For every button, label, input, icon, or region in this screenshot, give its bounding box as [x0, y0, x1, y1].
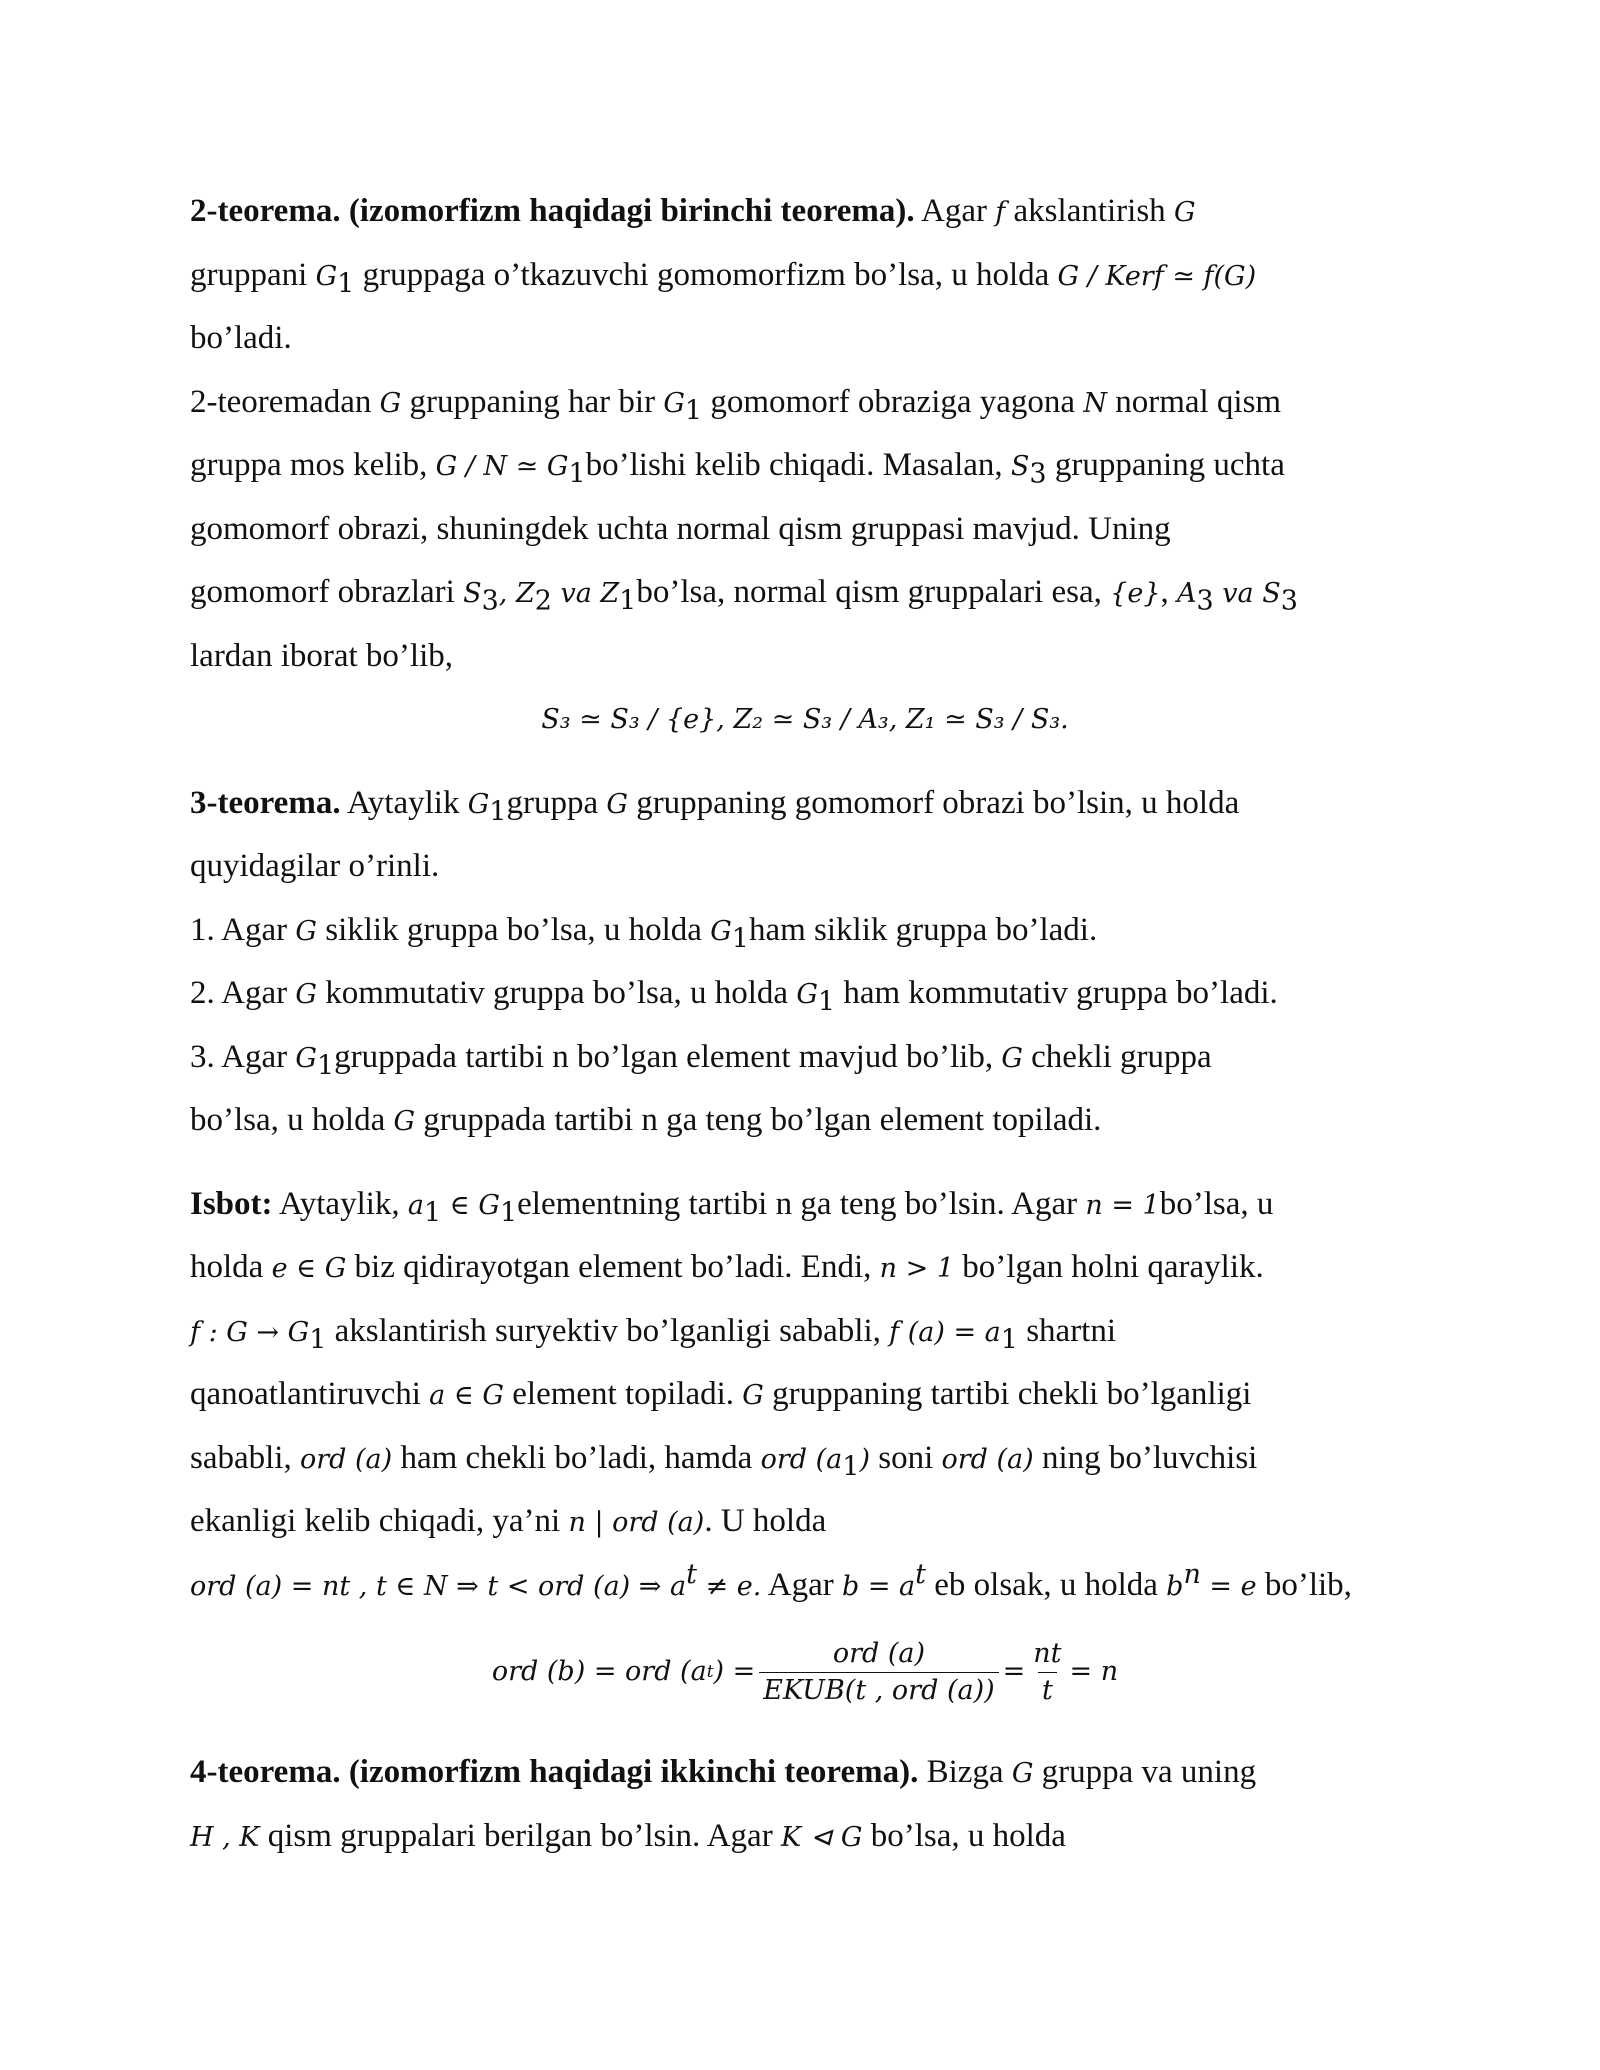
theorem3-line2: quyidagilar o’rinli.: [190, 848, 440, 884]
fraction-ord-ekub: $\frac{\text{ord (a)}}{\text{EKUB(t , ord (a))}}$: [759, 1636, 998, 1709]
para1-line2: gruppa mos kelib, G / N ≃ $G_1bo’lishi$ kelib chiqadi. Masalan, $S_3$ gruppaning uchta: [190, 447, 1285, 490]
para1-line3: gomomorf obrazi, shuningdek uchta normal qism gruppasi mavjud. Uning: [190, 510, 1171, 547]
theorem3-item2: 2. Agar G kommutativ gruppa bo’lsa, u holda $G_1$ ham kommutativ gruppa bo’ladi.: [190, 975, 1278, 1018]
para1-line4: gomomorf obrazlari $S_3$, $Z_2$ va $Z_1bo’lsa$, normal qism gruppalari esa, {e}, $A_3$ va $S_3$: [190, 574, 1298, 617]
proof-line5: sababli, ord (a) ham chekli bo’ladi, hamda ord $(a_1)$ soni ord (a) ning bo’luvchisi: [190, 1439, 1258, 1483]
fraction-nt-t: $\frac{nt}{t}$: [1029, 1636, 1065, 1709]
theorem3-item3: 3. Agar $G_1gruppada$ tartibi n bo’lgan element mavjud bo’lib, G chekli gruppa: [190, 1038, 1212, 1082]
proof-line4: qanoatlantiruvchi a ∈ G element topiladi. G gruppaning tartibi chekli bo’lganligi: [190, 1376, 1252, 1412]
theorem3-item1: 1. Agar G siklik gruppa bo’lsa, u holda $G_1ham$ siklik gruppa bo’ladi.: [190, 911, 1098, 955]
theorem3-item3-cont: bo’lsa, u holda G gruppada tartibi n ga teng bo’lgan element topiladi.: [190, 1102, 1102, 1138]
theorem2-line3: bo’ladi.: [190, 320, 292, 356]
equation-s3-isomorphisms: S₃ ≃ S₃ / {e}, Z₂ ≃ S₃ / A₃, Z₁ ≃ S₃ / S₃.: [541, 704, 1069, 735]
para1-line5: lardan iborat bo’lib,: [190, 637, 454, 674]
proof-line3: f : $G \to G_1$ akslantirish suryektiv bo’lganligi sababli, f $(a) = a_1$ shartni: [190, 1312, 1117, 1356]
proof-label: Isbot:: [190, 1185, 273, 1222]
document-page: [190, 180, 1420, 1868]
proof-line7: ord (a) = nt , t ∈ N ⇒ t < ord (a) ⇒ $a^t \ne e$. Agar $b = a^t$ eb olsak, u holda $b^n = e$ bo’lib,: [190, 1558, 1352, 1603]
para1-line1: 2-teoremadan G gruppaning har bir $G_1$ gomomorf obraziga yagona N normal qism: [190, 383, 1282, 427]
theorem2-line1: 2-teorema. (izomorfizm haqidagi birinchi teorema). Agar f akslantirish G: [190, 193, 1196, 229]
proof-line1: Isbot: Aytaylik, $a_1$ ∈ $G_1elementning$ tartibi n ga teng bo’lsin. Agar n = 1bo’lsa, u: [190, 1185, 1274, 1229]
theorem4-line1: 4-teorema. (izomorfizm haqidagi ikkinchi teorema). Bizga G gruppa va uning: [190, 1754, 1257, 1790]
equation-order-b: ord (b) = ord (a t ) = $\frac{\text{ord (a)}}{\text{EKUB(t , ord (a))}}$ = $\frac{nt}{t}$ = n: [190, 1617, 1420, 1727]
proof-line6: ekanligi kelib chiqadi, ya’ni n | ord (a). U holda: [190, 1503, 827, 1539]
theorem3-line1: 3-teorema. Aytaylik $G_1gruppa$ G gruppaning gomomorf obrazi bo’lsin, u holda: [190, 784, 1240, 828]
theorem2-label: 2-teorema. (izomorfizm haqidagi birinchi teorema).: [190, 193, 915, 229]
theorem2-line2: gruppani $G_1$ gruppaga o’tkazuvchi gomomorfizm bo’lsa, u holda G / Kerf ≃ f(G): [190, 256, 1257, 300]
proof-line2: holda e ∈ G biz qidirayotgan element bo’ladi. Endi, n > 1 bo’lgan holni qaraylik.: [190, 1249, 1264, 1285]
formula-first-isomorphism: G / Kerf ≃ f(G): [1057, 260, 1257, 292]
theorem4-line2: H , K qism gruppalari berilgan bo’lsin. Agar K ⊲ G bo’lsa, u holda: [190, 1817, 1066, 1854]
theorem4-label: 4-teorema. (izomorfizm haqidagi ikkinchi teorema).: [190, 1754, 919, 1790]
theorem3-label: 3-teorema.: [190, 784, 341, 821]
